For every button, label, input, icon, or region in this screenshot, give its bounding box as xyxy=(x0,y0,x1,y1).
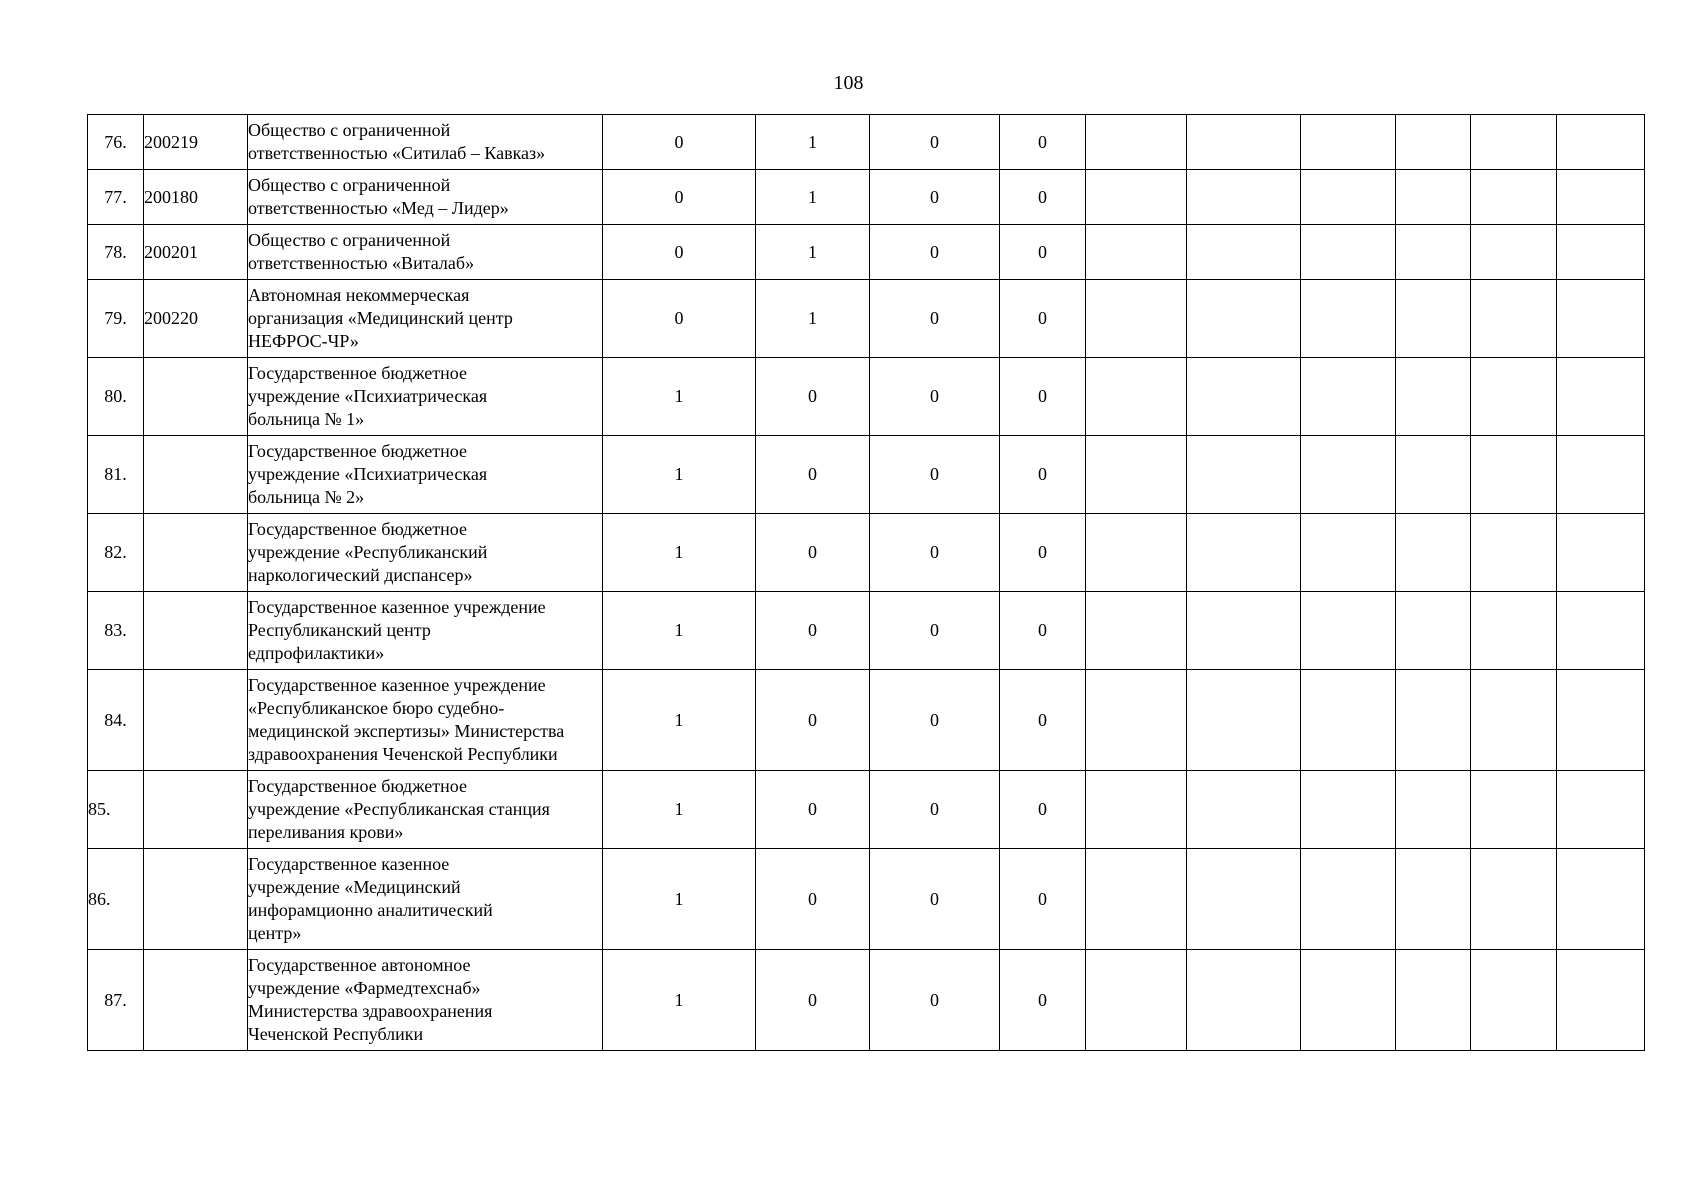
organization-name-cell: Государственное бюджетное учреждение «Психиатрическая больница № 1» xyxy=(248,358,603,436)
table-row xyxy=(88,225,1645,280)
value-cell-1: 0 xyxy=(603,225,756,280)
organization-name-cell: Государственное бюджетное учреждение «Республиканский наркологический диспансер» xyxy=(248,514,603,592)
table-row xyxy=(88,670,1645,771)
empty-cell xyxy=(1301,358,1396,436)
empty-cell xyxy=(1471,771,1557,849)
row-number-cell: 84. xyxy=(88,670,144,771)
code-cell xyxy=(144,950,248,1051)
value-cell-4: 0 xyxy=(1000,225,1086,280)
organization-name-cell: Государственное автономное учреждение «Фармедтехснаб» Министерства здравоохранения Чеченской Республики xyxy=(248,950,603,1051)
value-cell-3: 0 xyxy=(870,950,1000,1051)
value-cell-2: 1 xyxy=(756,170,870,225)
empty-cell xyxy=(1086,592,1187,670)
organization-name-cell: Общество с ограниченной ответственностью «Мед – Лидер» xyxy=(248,170,603,225)
value-cell-1: 1 xyxy=(603,950,756,1051)
empty-cell xyxy=(1301,670,1396,771)
empty-cell xyxy=(1187,358,1301,436)
empty-cell xyxy=(1557,950,1645,1051)
table-row xyxy=(88,950,1645,1051)
value-cell-4: 0 xyxy=(1000,771,1086,849)
empty-cell xyxy=(1471,358,1557,436)
empty-cell xyxy=(1301,170,1396,225)
empty-cell xyxy=(1471,170,1557,225)
empty-cell xyxy=(1396,225,1471,280)
value-cell-4: 0 xyxy=(1000,358,1086,436)
empty-cell xyxy=(1557,436,1645,514)
empty-cell xyxy=(1086,115,1187,170)
empty-cell xyxy=(1557,115,1645,170)
value-cell-3: 0 xyxy=(870,358,1000,436)
row-number-cell: 78. xyxy=(88,225,144,280)
value-cell-2: 1 xyxy=(756,115,870,170)
row-number-cell: 79. xyxy=(88,280,144,358)
empty-cell xyxy=(1396,849,1471,950)
table-row xyxy=(88,771,1645,849)
value-cell-4: 0 xyxy=(1000,592,1086,670)
value-cell-1: 0 xyxy=(603,115,756,170)
value-cell-3: 0 xyxy=(870,170,1000,225)
value-cell-1: 1 xyxy=(603,771,756,849)
empty-cell xyxy=(1396,670,1471,771)
empty-cell xyxy=(1557,280,1645,358)
empty-cell xyxy=(1396,514,1471,592)
empty-cell xyxy=(1086,358,1187,436)
empty-cell xyxy=(1557,225,1645,280)
empty-cell xyxy=(1301,950,1396,1051)
organization-name-cell: Государственное казенное учреждение Республиканский центр едпрофилактики» xyxy=(248,592,603,670)
empty-cell xyxy=(1396,950,1471,1051)
value-cell-2: 0 xyxy=(756,849,870,950)
data-table xyxy=(87,114,1645,1051)
empty-cell xyxy=(1557,670,1645,771)
empty-cell xyxy=(1086,170,1187,225)
empty-cell xyxy=(1471,115,1557,170)
empty-cell xyxy=(1086,514,1187,592)
value-cell-2: 0 xyxy=(756,771,870,849)
value-cell-2: 0 xyxy=(756,514,870,592)
code-cell xyxy=(144,514,248,592)
value-cell-4: 0 xyxy=(1000,170,1086,225)
organization-name-cell: Общество с ограниченной ответственностью «Ситилаб – Кавказ» xyxy=(248,115,603,170)
organization-name-cell: Государственное бюджетное учреждение «Республиканская станция переливания крови» xyxy=(248,771,603,849)
empty-cell xyxy=(1086,950,1187,1051)
code-cell xyxy=(144,592,248,670)
table-row xyxy=(88,115,1645,170)
empty-cell xyxy=(1557,771,1645,849)
code-cell: 200220 xyxy=(144,280,248,358)
empty-cell xyxy=(1301,592,1396,670)
value-cell-4: 0 xyxy=(1000,115,1086,170)
code-cell: 200180 xyxy=(144,170,248,225)
value-cell-4: 0 xyxy=(1000,950,1086,1051)
organization-name-cell: Государственное бюджетное учреждение «Психиатрическая больница № 2» xyxy=(248,436,603,514)
organization-name-cell: Общество с ограниченной ответственностью «Виталаб» xyxy=(248,225,603,280)
organization-name-cell: Автономная некоммерческая организация «Медицинский центр НЕФРОС-ЧР» xyxy=(248,280,603,358)
row-number-cell: 77. xyxy=(88,170,144,225)
value-cell-2: 0 xyxy=(756,358,870,436)
table-row xyxy=(88,358,1645,436)
empty-cell xyxy=(1187,670,1301,771)
code-cell: 200201 xyxy=(144,225,248,280)
value-cell-1: 1 xyxy=(603,670,756,771)
table-row xyxy=(88,170,1645,225)
value-cell-4: 0 xyxy=(1000,514,1086,592)
empty-cell xyxy=(1086,436,1187,514)
code-cell: 200219 xyxy=(144,115,248,170)
empty-cell xyxy=(1187,950,1301,1051)
empty-cell xyxy=(1471,280,1557,358)
value-cell-3: 0 xyxy=(870,115,1000,170)
table-row xyxy=(88,436,1645,514)
row-number-cell: 86. xyxy=(88,849,144,950)
value-cell-3: 0 xyxy=(870,280,1000,358)
value-cell-2: 0 xyxy=(756,436,870,514)
empty-cell xyxy=(1301,225,1396,280)
value-cell-1: 1 xyxy=(603,514,756,592)
empty-cell xyxy=(1557,170,1645,225)
empty-cell xyxy=(1187,592,1301,670)
row-number-cell: 81. xyxy=(88,436,144,514)
empty-cell xyxy=(1301,849,1396,950)
empty-cell xyxy=(1086,849,1187,950)
value-cell-4: 0 xyxy=(1000,280,1086,358)
table-body xyxy=(88,115,1645,1051)
value-cell-4: 0 xyxy=(1000,436,1086,514)
empty-cell xyxy=(1086,225,1187,280)
value-cell-3: 0 xyxy=(870,849,1000,950)
value-cell-1: 0 xyxy=(603,170,756,225)
table-row xyxy=(88,592,1645,670)
empty-cell xyxy=(1301,115,1396,170)
empty-cell xyxy=(1301,771,1396,849)
value-cell-3: 0 xyxy=(870,592,1000,670)
empty-cell xyxy=(1557,514,1645,592)
empty-cell xyxy=(1086,280,1187,358)
value-cell-3: 0 xyxy=(870,436,1000,514)
empty-cell xyxy=(1187,170,1301,225)
empty-cell xyxy=(1187,514,1301,592)
value-cell-1: 1 xyxy=(603,849,756,950)
empty-cell xyxy=(1471,225,1557,280)
value-cell-3: 0 xyxy=(870,225,1000,280)
empty-cell xyxy=(1301,436,1396,514)
empty-cell xyxy=(1471,436,1557,514)
empty-cell xyxy=(1471,950,1557,1051)
value-cell-2: 1 xyxy=(756,225,870,280)
value-cell-3: 0 xyxy=(870,771,1000,849)
empty-cell xyxy=(1471,514,1557,592)
empty-cell xyxy=(1187,280,1301,358)
empty-cell xyxy=(1471,849,1557,950)
empty-cell xyxy=(1086,670,1187,771)
row-number-cell: 87. xyxy=(88,950,144,1051)
empty-cell xyxy=(1396,358,1471,436)
table-row xyxy=(88,849,1645,950)
code-cell xyxy=(144,771,248,849)
empty-cell xyxy=(1086,771,1187,849)
value-cell-1: 1 xyxy=(603,592,756,670)
empty-cell xyxy=(1396,771,1471,849)
empty-cell xyxy=(1187,849,1301,950)
empty-cell xyxy=(1557,592,1645,670)
row-number-cell: 80. xyxy=(88,358,144,436)
empty-cell xyxy=(1187,771,1301,849)
empty-cell xyxy=(1396,436,1471,514)
row-number-cell: 83. xyxy=(88,592,144,670)
value-cell-2: 0 xyxy=(756,670,870,771)
table-row xyxy=(88,514,1645,592)
value-cell-3: 0 xyxy=(870,514,1000,592)
organization-name-cell: Государственное казенное учреждение «Республиканское бюро судебно- медицинской экспертизы» Министерства здравоохранения Чеченской Республики xyxy=(248,670,603,771)
value-cell-2: 1 xyxy=(756,280,870,358)
value-cell-1: 0 xyxy=(603,280,756,358)
table-row xyxy=(88,280,1645,358)
page-number: 108 xyxy=(833,72,864,94)
organization-name-cell: Государственное казенное учреждение «Медицинский инфорамционно аналитический центр» xyxy=(248,849,603,950)
value-cell-3: 0 xyxy=(870,670,1000,771)
empty-cell xyxy=(1301,514,1396,592)
empty-cell xyxy=(1396,170,1471,225)
row-number-cell: 85. xyxy=(88,771,144,849)
code-cell xyxy=(144,849,248,950)
empty-cell xyxy=(1557,358,1645,436)
empty-cell xyxy=(1301,280,1396,358)
code-cell xyxy=(144,670,248,771)
value-cell-4: 0 xyxy=(1000,670,1086,771)
empty-cell xyxy=(1396,280,1471,358)
row-number-cell: 82. xyxy=(88,514,144,592)
empty-cell xyxy=(1396,115,1471,170)
code-cell xyxy=(144,436,248,514)
value-cell-4: 0 xyxy=(1000,849,1086,950)
value-cell-2: 0 xyxy=(756,950,870,1051)
value-cell-1: 1 xyxy=(603,436,756,514)
row-number-cell: 76. xyxy=(88,115,144,170)
empty-cell xyxy=(1187,115,1301,170)
code-cell xyxy=(144,358,248,436)
value-cell-2: 0 xyxy=(756,592,870,670)
empty-cell xyxy=(1471,592,1557,670)
empty-cell xyxy=(1396,592,1471,670)
value-cell-1: 1 xyxy=(603,358,756,436)
empty-cell xyxy=(1187,225,1301,280)
empty-cell xyxy=(1187,436,1301,514)
empty-cell xyxy=(1557,849,1645,950)
empty-cell xyxy=(1471,670,1557,771)
